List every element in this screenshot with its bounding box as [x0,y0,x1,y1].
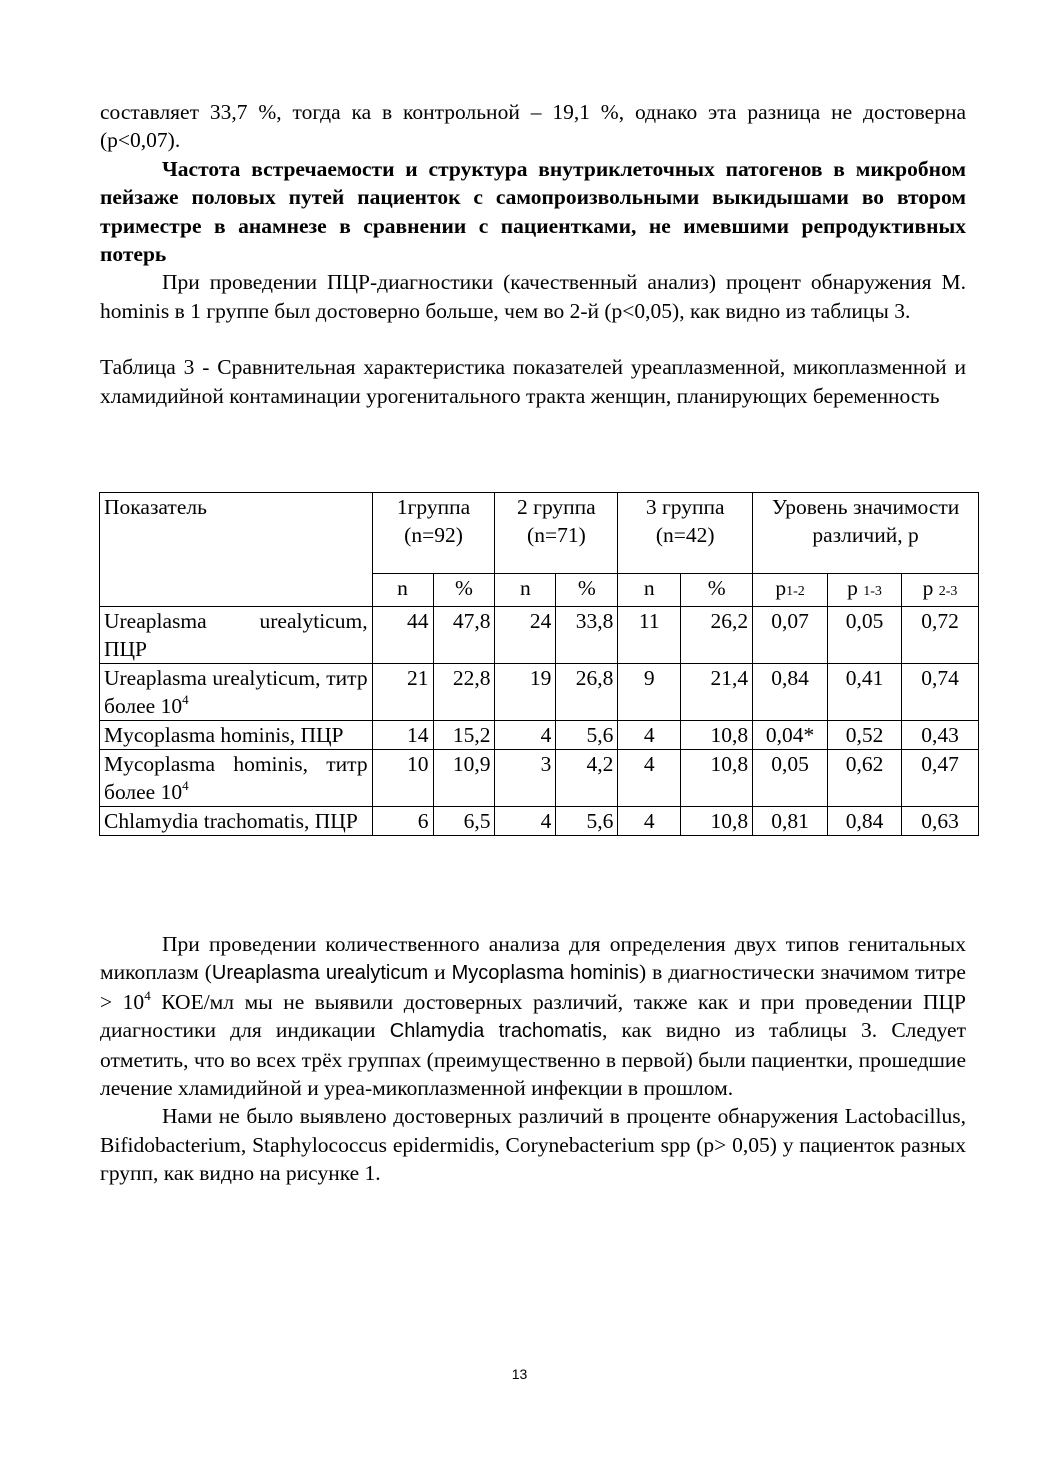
table-caption: Таблица 3 - Сравнительная характеристика показателей уреаплазменной, микоплазменной и хламидийной контаминации урогенитального тракта женщин, планирующих беременность [100,355,966,408]
cell-n2: 4 [495,807,556,836]
row-parameter [100,664,373,721]
header-parameter: Показатель [100,493,373,607]
cell-n3: 4 [618,750,681,807]
cell-n2: 3 [495,750,556,807]
cell-p1: 22,8 [433,664,495,721]
cell-p13: 0,52 [828,721,902,750]
subheader-p12 [753,574,828,607]
cell-p3: 26,2 [681,607,753,664]
cell-p3: 10,8 [681,750,753,807]
cell-p2: 4,2 [556,750,618,807]
cell-p23: 0,47 [902,750,979,807]
table-row [100,664,979,721]
row-parameter-text: Ureaplasma urealyticum, титр более 10 [104,666,368,718]
header-group-3: 3 группа (n=42) [618,493,753,574]
cell-n1: 44 [372,607,433,664]
p-letter: p [922,576,934,600]
subheader-p13 [828,574,902,607]
row-parameter-text: Ureaplasma urealyticum, ПЦР [104,609,368,661]
row-parameter-text: Chlamydia trachomatis, ПЦР [104,809,358,833]
cell-p23: 0,43 [902,721,979,750]
section-heading: Частота встречаемости и структура внутриклеточных патогенов в микробном пейзаже половых путей пациенток с самопроизвольными выкидышами во втором триместре в анамнезе в сравнении с пациентками, не имевшими репродуктивных потерь [100,156,966,267]
organism-name: Ureaplasma urealyticum [211,962,429,985]
organism-name: Mycoplasma hominis [451,962,639,985]
cell-n1: 6 [372,807,433,836]
table-row [100,607,979,664]
row-parameter [100,807,373,836]
data-table [99,492,979,836]
subheader-percent: % [681,574,753,607]
cell-n3: 4 [618,807,681,836]
header-significance: Уровень значимости различий, р [753,493,979,574]
subheader-percent: % [556,574,618,607]
cell-p2: 5,6 [556,721,618,750]
row-parameter-text: Mycoplasma hominis, ПЦР [104,723,344,747]
cell-p23: 0,63 [902,807,979,836]
cell-p23: 0,72 [902,607,979,664]
table-header-row [100,493,979,574]
p-index: 1-3 [863,584,882,599]
paragraph-gap [100,325,966,353]
page-number: 13 [511,1366,528,1382]
row-parameter-text: Mycoplasma hominis, титр более 10 [104,752,368,804]
table-row [100,807,979,836]
cell-n1: 21 [372,664,433,721]
table-row [100,721,979,750]
text-run: и [428,960,452,985]
cell-p13: 0,84 [828,807,902,836]
p-letter: p [847,576,858,600]
pcr-paragraph: При проведении ПЦР-диагностики (качественный анализ) процент обнаружения M. hominis в 1 группе был достоверно больше, чем во 2-й (p<0,05), как видно из таблицы 3. [100,270,966,323]
cell-n3: 11 [618,607,681,664]
subheader-percent: % [433,574,495,607]
subheader-n: n [618,574,681,607]
cell-p13: 0,41 [828,664,902,721]
cell-p2: 5,6 [556,807,618,836]
text-run: , как видно из таблицы 3. Следует отметить, что во всех трёх группах (преимущественно в первой) были пациентки, прошедшие лечение хламидийной и уреа-микоплазменной инфекции в прошлом. [100,1018,966,1101]
table-row [100,750,979,807]
cell-n1: 10 [372,750,433,807]
cell-p1: 6,5 [433,807,495,836]
quantitative-paragraph [100,930,966,1102]
table-body [100,607,979,836]
subheader-n: n [372,574,433,607]
superscript: 4 [182,778,189,793]
cell-n2: 19 [495,664,556,721]
cell-p13: 0,62 [828,750,902,807]
text-run: При проведении количественного анализа для определения двух типов генитальных микоплазм ( [100,932,966,985]
row-parameter [100,750,373,807]
document-body-continued [100,930,966,1188]
cell-p23: 0,74 [902,664,979,721]
cell-p13: 0,05 [828,607,902,664]
cell-n3: 4 [618,721,681,750]
cell-p12: 0,04* [753,721,828,750]
cell-p2: 26,8 [556,664,618,721]
cell-n1: 14 [372,721,433,750]
cell-p1: 47,8 [433,607,495,664]
subheader-p23 [902,574,979,607]
cell-p3: 10,8 [681,807,753,836]
header-group-2: 2 группа (n=71) [495,493,618,574]
cell-p1: 10,9 [433,750,495,807]
cell-p3: 21,4 [681,664,753,721]
superscript: 4 [182,692,189,707]
header-group-1: 1группа (n=92) [372,493,495,574]
subheader-n: n [495,574,556,607]
text-run: КОЕ/мл мы не выявили достоверных различий, также как и при проведении ПЦР диагностики для индикации [100,989,966,1043]
p-letter: p [775,576,787,600]
organism-name: Chlamydia trachomatis [389,1020,602,1043]
cell-n2: 4 [495,721,556,750]
cell-n3: 9 [618,664,681,721]
cell-p1: 15,2 [433,721,495,750]
document-body [100,98,966,410]
cell-p3: 10,8 [681,721,753,750]
row-parameter [100,607,373,664]
final-paragraph: Нами не было выявлено достоверных различий в проценте обнаружения Lactobacillus, Bifidobacterium, Staphylococcus epidermidis, Corynebacterium spp (p> 0,05) у пациенток разных групп, как видно на рисунке 1. [100,1104,966,1186]
row-parameter [100,721,373,750]
text-run: ) в диагностически значимом титре > 10 [100,960,966,1014]
cell-p12: 0,84 [753,664,828,721]
cell-p12: 0,07 [753,607,828,664]
p-index: 1-2 [786,584,805,599]
cell-n2: 24 [495,607,556,664]
p-index: 2-3 [938,584,958,599]
superscript: 4 [144,987,151,1003]
intro-paragraph: составляет 33,7 %, тогда ка в контрольной – 19,1 %, однако эта разница не достоверна (p<0,07). [100,100,966,153]
cell-p12: 0,05 [753,750,828,807]
cell-p2: 33,8 [556,607,618,664]
cell-p12: 0,81 [753,807,828,836]
